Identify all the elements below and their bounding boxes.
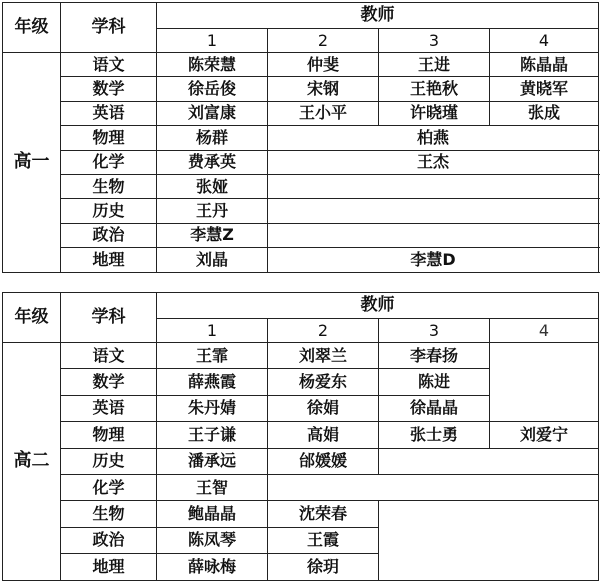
teacher-col-3: 3 <box>379 319 490 343</box>
teacher-cell: 王进 <box>379 53 490 77</box>
teacher-cell: 徐娟 <box>268 395 379 421</box>
subject-header: 学科 <box>61 293 157 343</box>
teacher-col-1: 1 <box>157 29 268 53</box>
teacher-col-4: 4 <box>490 319 599 343</box>
table-row <box>3 223 599 247</box>
teacher-cell: 许晓瑾 <box>379 101 490 125</box>
grade-header: 年级 <box>3 293 61 343</box>
subject-cell: 生物 <box>61 501 157 527</box>
teacher-cell: 王丹 <box>157 199 268 223</box>
subject-cell: 数学 <box>61 77 157 101</box>
teacher-cell: 陈晶晶 <box>490 53 599 77</box>
teacher-cell: 沈荣春 <box>268 501 379 527</box>
teacher-col-2: 2 <box>268 319 379 343</box>
teacher-col-3: 3 <box>379 29 490 53</box>
subject-cell: 语文 <box>61 343 157 369</box>
subject-header: 学科 <box>61 3 157 53</box>
subject-cell: 历史 <box>61 448 157 474</box>
teacher-cell: 王艳秋 <box>379 77 490 101</box>
teacher-col-1: 1 <box>157 319 268 343</box>
teacher-cell: 张娅 <box>157 174 268 198</box>
subject-cell: 英语 <box>61 101 157 125</box>
teacher-cell: 刘爱宁 <box>490 422 599 448</box>
table-row <box>3 474 599 500</box>
teacher-cell: 鲍晶晶 <box>157 501 268 527</box>
teacher-cell: 陈荣慧 <box>157 53 268 77</box>
teacher-cell: 王智 <box>157 474 268 500</box>
grade-cell: 高二 <box>3 343 61 581</box>
table-row <box>3 150 599 174</box>
teacher-cell: 张士勇 <box>379 422 490 448</box>
teacher-cell: 李春扬 <box>379 343 490 369</box>
grade-header: 年级 <box>3 3 61 53</box>
table-row <box>3 199 599 223</box>
subject-cell: 英语 <box>61 395 157 421</box>
teacher-header: 教师 <box>157 293 599 319</box>
subject-cell: 地理 <box>61 554 157 580</box>
teacher-span-cell <box>268 223 599 247</box>
teacher-cell: 仲斐 <box>268 53 379 77</box>
teacher-cell: 黄晓军 <box>490 77 599 101</box>
teacher-cell: 陈凤琴 <box>157 527 268 553</box>
teacher-col-4: 4 <box>490 29 599 53</box>
subject-cell: 物理 <box>61 422 157 448</box>
subject-cell: 地理 <box>61 248 157 272</box>
teacher-col-2: 2 <box>268 29 379 53</box>
teacher-cell: 徐玥 <box>268 554 379 580</box>
table-row <box>3 248 599 272</box>
teacher-span-cell: 王杰 <box>268 150 599 174</box>
teacher-cell: 刘富康 <box>157 101 268 125</box>
grade-cell: 高一 <box>3 53 61 273</box>
teacher-cell: 邰媛媛 <box>268 448 379 474</box>
table-row <box>3 501 599 527</box>
teacher-span-cell: 柏燕 <box>268 126 599 150</box>
table-row <box>3 101 599 125</box>
teacher-cell: 王小平 <box>268 101 379 125</box>
table-row <box>3 174 599 198</box>
subject-cell: 政治 <box>61 223 157 247</box>
teacher-cell: 高娟 <box>268 422 379 448</box>
teacher-cell: 张成 <box>490 101 599 125</box>
teacher-cell: 陈进 <box>379 369 490 395</box>
teacher-span-cell: 李慧D <box>268 248 599 272</box>
teacher-cell: 薛燕霞 <box>157 369 268 395</box>
empty-cell <box>268 474 599 500</box>
teacher-cell: 宋钢 <box>268 77 379 101</box>
teacher-header: 教师 <box>157 3 599 29</box>
subject-cell: 化学 <box>61 150 157 174</box>
subject-cell: 语文 <box>61 53 157 77</box>
teacher-cell: 王霏 <box>157 343 268 369</box>
subject-cell: 数学 <box>61 369 157 395</box>
subject-cell: 生物 <box>61 174 157 198</box>
table-row <box>3 53 599 77</box>
teacher-cell: 潘承远 <box>157 448 268 474</box>
teacher-cell: 朱丹婧 <box>157 395 268 421</box>
grade1-teacher-table <box>2 2 599 273</box>
subject-cell: 物理 <box>61 126 157 150</box>
teacher-cell: 刘晶 <box>157 248 268 272</box>
teacher-span-cell <box>268 199 599 223</box>
teacher-cell: 费承英 <box>157 150 268 174</box>
table-row <box>3 448 599 474</box>
table-row <box>3 422 599 448</box>
teacher-cell: 薛咏梅 <box>157 554 268 580</box>
table-row <box>3 343 599 369</box>
teacher-cell: 杨爱东 <box>268 369 379 395</box>
teacher-cell: 杨群 <box>157 126 268 150</box>
teacher-cell: 徐晶晶 <box>379 395 490 421</box>
empty-cell <box>379 448 599 474</box>
teacher-cell: 刘翠兰 <box>268 343 379 369</box>
teacher-cell: 王霞 <box>268 527 379 553</box>
subject-cell: 历史 <box>61 199 157 223</box>
table-row <box>3 126 599 150</box>
teacher-cell: 徐岳俊 <box>157 77 268 101</box>
teacher-cell: 李慧Z <box>157 223 268 247</box>
empty-cell <box>379 501 599 580</box>
subject-cell: 化学 <box>61 474 157 500</box>
teacher-span-cell <box>268 174 599 198</box>
subject-cell: 政治 <box>61 527 157 553</box>
table-row <box>3 77 599 101</box>
teacher-cell: 王子谦 <box>157 422 268 448</box>
empty-cell <box>490 343 599 422</box>
grade2-teacher-table <box>2 292 599 581</box>
